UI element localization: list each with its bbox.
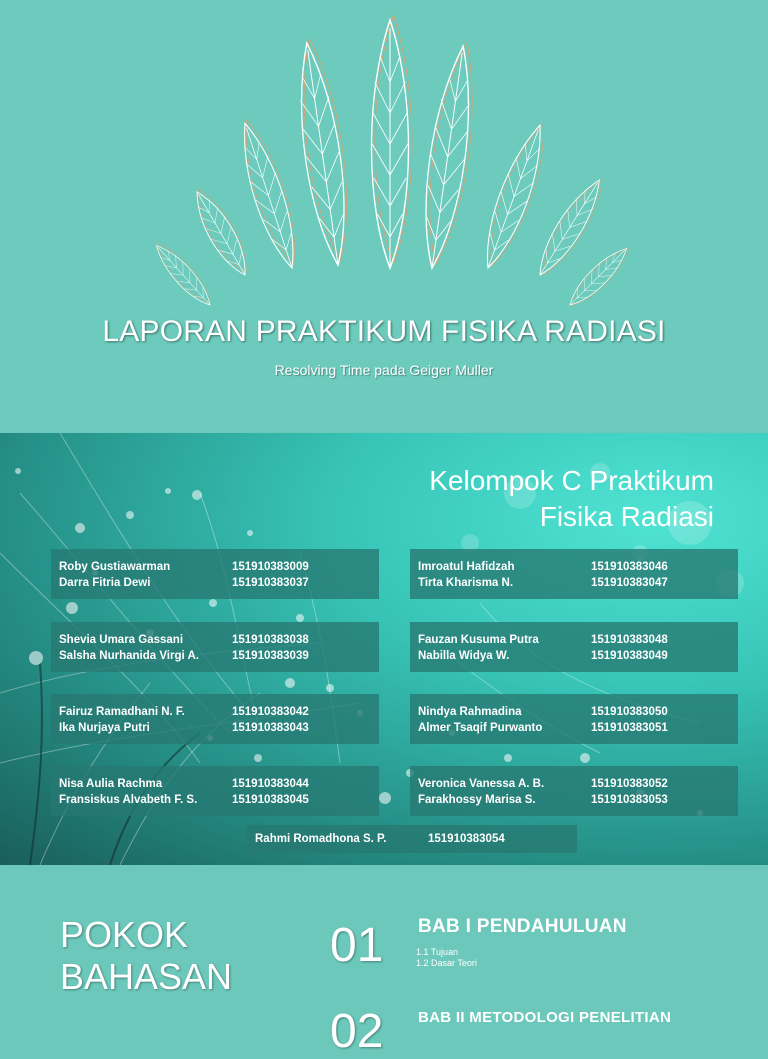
member-box: [51, 549, 379, 599]
member-name: Shevia Umara Gassani: [59, 634, 184, 646]
group-heading-line2: Fisika Radiasi: [539, 501, 714, 532]
section-number: 02: [330, 1005, 384, 1058]
member-nim: 151910383043: [232, 722, 309, 734]
member-name: Darra Fitria Dewi: [59, 577, 151, 589]
report-subtitle: Resolving Time pada Geiger Muller: [274, 362, 494, 378]
member-name: Tirta Kharisma N.: [418, 577, 514, 589]
supervisor-box: [247, 825, 577, 853]
agenda-slide: [0, 866, 768, 1058]
member-nim: 151910383053: [591, 794, 668, 806]
supervisor-nim: 151910383054: [428, 833, 505, 845]
agenda-heading-line1: POKOK: [60, 914, 189, 955]
agenda-heading: [60, 914, 232, 998]
member-name: Salsha Nurhanida Virgi A.: [59, 650, 199, 662]
member-box: [410, 549, 738, 599]
member-box: [410, 694, 738, 744]
member-box: [51, 694, 379, 744]
title-slide: [0, 0, 768, 432]
member-nim: 151910383047: [591, 577, 668, 589]
group-heading-line1: Kelompok C Praktikum: [429, 465, 714, 496]
member-name: Fairuz Ramadhani N. F.: [59, 706, 185, 718]
section-item: 1.1 Tujuan: [416, 947, 459, 957]
member-name: Nisa Aulia Rachma: [59, 778, 163, 790]
member-nim: 151910383042: [232, 706, 309, 718]
member-name: Fauzan Kusuma Putra: [418, 634, 539, 646]
member-name: Nabilla Widya W.: [418, 650, 510, 662]
section-title: BAB II METODOLOGI PENELITIAN: [418, 1009, 672, 1026]
member-name: Roby Gustiawarman: [59, 561, 171, 573]
section-title: BAB I PENDAHULUAN: [418, 916, 627, 937]
member-nim: 151910383045: [232, 794, 309, 806]
agenda-heading-line2: BAHASAN: [60, 956, 233, 997]
member-nim: 151910383037: [232, 577, 309, 589]
member-nim: 151910383052: [591, 778, 668, 790]
member-nim: 151910383046: [591, 561, 668, 573]
member-box: [410, 766, 738, 816]
member-nim: 151910383049: [591, 650, 668, 662]
section-number: 01: [330, 919, 384, 972]
member-name: Farakhossy Marisa S.: [418, 794, 536, 806]
supervisor-name: Rahmi Romadhona S. P.: [255, 833, 387, 845]
member-nim: 151910383048: [591, 634, 668, 646]
member-name: Almer Tsaqif Purwanto: [418, 722, 543, 734]
member-nim: 151910383051: [591, 722, 668, 734]
member-nim: 151910383009: [232, 561, 309, 573]
member-nim: 151910383050: [591, 706, 668, 718]
member-name: Veronica Vanessa A. B.: [418, 778, 545, 790]
member-name: Imroatul Hafidzah: [418, 561, 515, 573]
group-heading: [429, 463, 714, 535]
section-item: 1.2 Dasar Teori: [416, 958, 477, 968]
member-nim: 151910383038: [232, 634, 309, 646]
group-slide: [0, 433, 768, 865]
member-name: Nindya Rahmadina: [418, 706, 522, 718]
member-nim: 151910383044: [232, 778, 309, 790]
member-box: [410, 622, 738, 672]
report-title: LAPORAN PRAKTIKUM FISIKA RADIASI: [102, 315, 666, 348]
member-box: [51, 622, 379, 672]
member-box: [51, 766, 379, 816]
member-name: Ika Nurjaya Putri: [59, 722, 150, 734]
member-name: Fransiskus Alvabeth F. S.: [59, 794, 198, 806]
member-nim: 151910383039: [232, 650, 309, 662]
